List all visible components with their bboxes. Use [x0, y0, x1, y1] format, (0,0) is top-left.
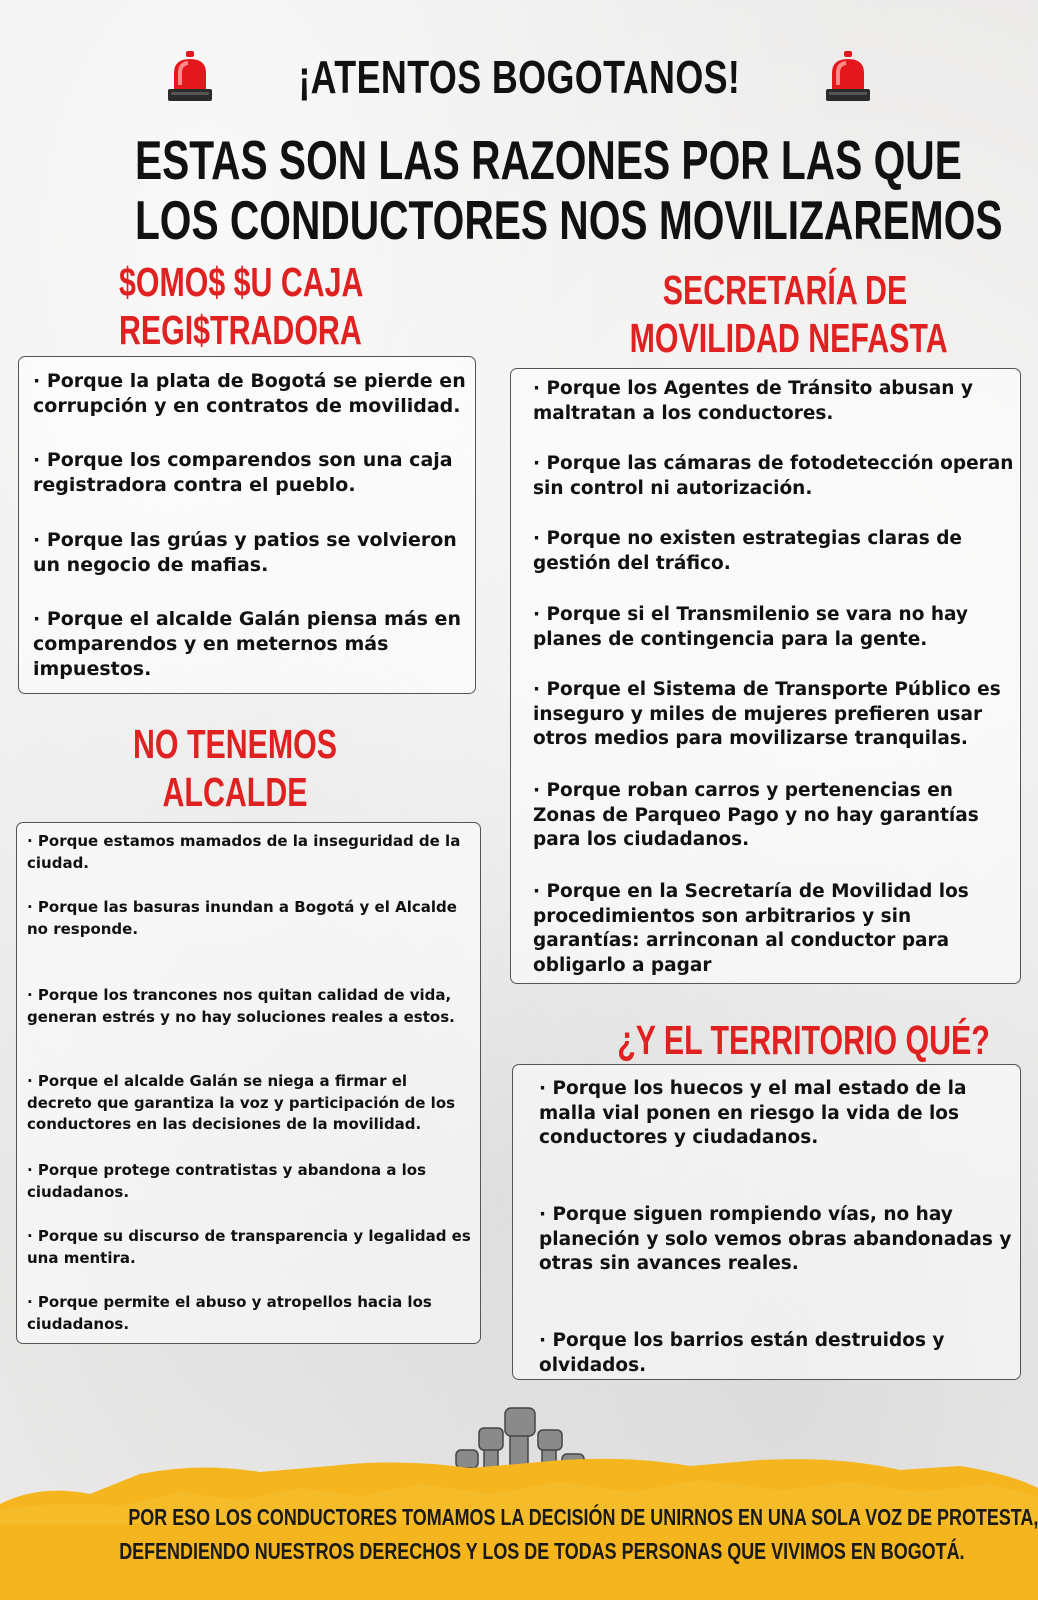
- list-item: · Porque permite el abuso y atropellos hacia los ciudadanos.: [27, 1293, 432, 1333]
- section-heading-territorio: [560, 1016, 1000, 1064]
- reasons-box-alcalde: [16, 822, 481, 1344]
- list-item: · Porque el alcalde Galán se niega a firmar el decreto que garantiza la voz y participación de los conductores en las decisiones de la movilidad.: [27, 1072, 456, 1133]
- siren-icon: [162, 49, 218, 105]
- list-item: · Porque no existen estrategias claras de gestión del tráfico.: [533, 528, 962, 574]
- section-heading-line: ¿Y EL TERRITORIO QUÉ?: [617, 1017, 990, 1063]
- list-item: · Porque las basuras inundan a Bogotá y el Alcalde no responde.: [27, 898, 457, 938]
- section-heading-line: ALCALDE: [162, 769, 308, 815]
- reasons-box-caja: [18, 356, 476, 694]
- list-item: · Porque los comparendos son una caja registradora contra el pueblo.: [33, 449, 453, 496]
- list-item: · Porque si el Transmilenio se vara no hay planes de contingencia para la gente.: [533, 604, 968, 650]
- section-heading-secretaria: [575, 266, 995, 362]
- list-item: · Porque los trancones nos quitan calidad de vida, generan estrés y no hay soluciones reales a estos.: [27, 986, 455, 1026]
- list-item: · Porque la plata de Bogotá se pierde en corrupción y en contratos de movilidad.: [33, 370, 466, 417]
- list-item: · Porque siguen rompiendo vías, no hay planeción y solo vemos obras abandonadas y otras sin avances reales.: [539, 1204, 1012, 1274]
- list-item: · Porque las grúas y patios se volvieron un negocio de mafias.: [33, 529, 457, 576]
- footer-line-2: [0, 1538, 1038, 1565]
- list-item: · Porque los Agentes de Tránsito abusan y maltratan a los conductores.: [533, 378, 973, 424]
- section-heading-line: $OMO$ $U CAJA: [119, 259, 364, 305]
- siren-icon: [820, 49, 876, 105]
- list-item: · Porque el alcalde Galán piensa más en comparendos y en meternos más impuestos.: [33, 608, 461, 680]
- footer-text: DEFENDIENDO NUESTROS DERECHOS Y LOS DE TODAS PERSONAS QUE VIVIMOS EN BOGOTÁ.: [119, 1538, 965, 1564]
- list-item: · Porque las cámaras de fotodetección operan sin control ni autorización.: [533, 453, 1014, 499]
- list-item: · Porque en la Secretaría de Movilidad los procedimientos son arbitrarios y sin garantías: arrinconan al conductor para obligarlo a pagar: [533, 881, 969, 976]
- footer-text: POR ESO LOS CONDUCTORES TOMAMOS LA DECISIÓN DE UNIRNOS EN UNA SOLA VOZ DE PROTESTA,: [128, 1504, 1038, 1530]
- section-heading-line: NO TENEMOS: [133, 721, 337, 767]
- list-item: · Porque los huecos y el mal estado de la malla vial ponen en riesgo la vida de los conductores y ciudadanos.: [539, 1078, 967, 1148]
- section-heading-line: REGI$TRADORA: [119, 307, 362, 353]
- section-heading-line: SECRETARÍA DE: [662, 267, 908, 313]
- page-title: ¡ATENTOS BOGOTANOS!: [298, 51, 740, 103]
- list-item: · Porque estamos mamados de la inseguridad de la ciudad.: [27, 832, 461, 872]
- reasons-box-secretaria: [510, 368, 1021, 984]
- list-item: · Porque protege contratistas y abandona a los ciudadanos.: [27, 1161, 427, 1201]
- subtitle-line-2: LOS CONDUCTORES NOS MOVILIZAREMOS: [134, 189, 1003, 251]
- subtitle-line-1: ESTAS SON LAS RAZONES POR LAS QUE: [134, 129, 962, 191]
- section-heading-alcalde: [85, 720, 385, 816]
- list-item: · Porque los barrios están destruidos y olvidados.: [539, 1330, 945, 1376]
- list-item: · Porque roban carros y pertenencias en Zonas de Parqueo Pago y no hay garantías para los ciudadanos.: [533, 780, 979, 850]
- section-heading-caja: [80, 258, 380, 354]
- list-item: · Porque su discurso de transparencia y legalidad es una mentira.: [27, 1227, 471, 1267]
- section-heading-line: MOVILIDAD NEFASTA: [629, 315, 948, 361]
- title-row: [0, 42, 1038, 112]
- reasons-box-territorio: [512, 1064, 1021, 1380]
- footer-line-1: [0, 1504, 1038, 1531]
- list-item: · Porque el Sistema de Transporte Público es inseguro y miles de mujeres prefieren usar otros medios para movilizarse tranquilas.: [533, 679, 1001, 749]
